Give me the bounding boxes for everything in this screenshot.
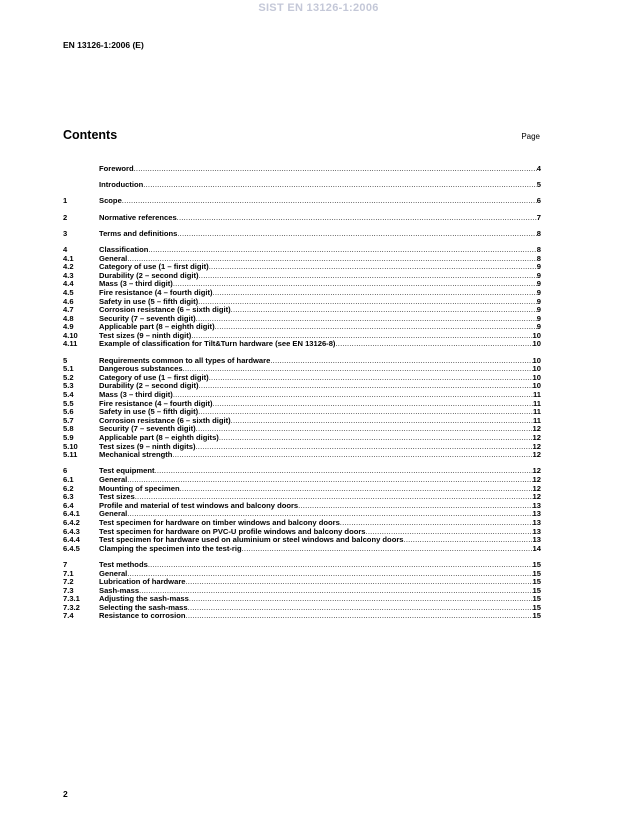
toc-entry-page: 13 <box>532 517 541 527</box>
toc-entry-page: 8 <box>536 228 541 238</box>
toc-leader-dots <box>186 612 533 621</box>
toc-leader-dots <box>195 443 532 452</box>
toc-entry[interactable] <box>63 545 541 554</box>
toc-entry-title: Example of classification for Tilt&Turn hardware (see EN 13126-8) <box>99 339 336 349</box>
page-column-label: Page <box>521 132 540 141</box>
standard-id: EN 13126-1:2006 (E) <box>63 40 144 50</box>
toc-entry-page: 10 <box>532 381 541 391</box>
toc-entry-title: Category of use (1 – first digit) <box>99 372 209 382</box>
toc-entry-number: 6.2 <box>63 483 74 493</box>
toc-entry[interactable] <box>63 181 541 190</box>
toc-entry-number: 5.8 <box>63 424 74 434</box>
toc-entry-title: Durability (2 – second digit) <box>99 270 199 280</box>
toc-entry-page: 15 <box>532 568 541 578</box>
toc-leader-dots <box>155 467 533 476</box>
toc-entry-title: Test sizes <box>99 492 135 502</box>
toc-entry-number: 7.2 <box>63 577 74 587</box>
toc-entry-page: 9 <box>536 270 541 280</box>
toc-entry-number: 5.3 <box>63 381 74 391</box>
toc-entry-title: Test sizes (9 – ninth digits) <box>99 441 196 451</box>
toc-entry-number: 6 <box>63 466 68 476</box>
toc-entry-page: 8 <box>536 253 541 263</box>
toc-entry-title: Safety in use (5 – fifth digit) <box>99 407 199 417</box>
toc-entry-page: 5 <box>536 180 541 190</box>
toc-leader-dots <box>198 298 537 307</box>
toc-leader-dots <box>215 323 537 332</box>
toc-entry[interactable] <box>63 214 541 223</box>
toc-entry-number: 4 <box>63 244 68 254</box>
toc-leader-dots <box>143 181 536 190</box>
toc-entry-page: 11 <box>532 398 541 408</box>
toc-entry-page: 9 <box>536 287 541 297</box>
toc-entry-page: 13 <box>532 535 541 545</box>
toc-entry-page: 12 <box>532 466 541 476</box>
toc-entry-title: Test specimen for hardware used on aluminium or steel windows and balcony doors <box>99 535 404 545</box>
toc-entry[interactable] <box>63 230 541 239</box>
toc-entry-page: 12 <box>532 441 541 451</box>
toc-leader-dots <box>231 306 537 315</box>
page-number: 2 <box>63 789 68 799</box>
toc-entry[interactable] <box>63 340 541 349</box>
toc-entry-page: 10 <box>532 372 541 382</box>
toc-leader-dots <box>209 374 533 383</box>
toc-entry-title: Fire resistance (4 – fourth digit) <box>99 287 213 297</box>
toc-entry-title: Test specimen for hardware on PVC-U profile windows and balcony doors <box>99 526 366 536</box>
toc-entry-title: General <box>99 474 128 484</box>
toc-entry[interactable] <box>63 502 541 511</box>
toc-entry-page: 10 <box>532 364 541 374</box>
toc-leader-dots <box>189 595 533 604</box>
toc-leader-dots <box>404 536 533 545</box>
toc-leader-dots <box>242 545 533 554</box>
toc-leader-dots <box>219 434 533 443</box>
toc-entry-page: 9 <box>536 322 541 332</box>
toc-entry-page: 9 <box>536 296 541 306</box>
toc-entry-page: 12 <box>532 492 541 502</box>
toc-leader-dots <box>177 230 536 239</box>
toc-leader-dots <box>213 400 533 409</box>
toc-leader-dots <box>270 357 532 366</box>
toc-entry-page: 15 <box>532 577 541 587</box>
toc-entry-page: 11 <box>532 390 541 400</box>
toc-entry-title: Profile and material of test windows and balcony doors <box>99 500 299 510</box>
toc-entry-number: 2 <box>63 212 68 222</box>
toc-entry-page: 14 <box>532 543 541 553</box>
toc-entry-title: Security (7 – seventh digit) <box>99 313 196 323</box>
toc-leader-dots <box>172 451 532 460</box>
toc-entry-title: Clamping the specimen into the test-rig <box>99 543 242 553</box>
contents-heading: Contents <box>63 128 118 142</box>
toc-entry-page: 10 <box>532 355 541 365</box>
toc-entry-number: 4.1 <box>63 253 74 263</box>
toc-entry-number: 3 <box>63 228 68 238</box>
toc-leader-dots <box>340 519 533 528</box>
toc-entry[interactable] <box>63 561 541 570</box>
toc-entry-page: 8 <box>536 244 541 254</box>
toc-entry-title: Safety in use (5 – fifth digit) <box>99 296 199 306</box>
toc-leader-dots <box>199 382 533 391</box>
toc-entry-page: 12 <box>532 450 541 460</box>
toc-entry-number: 6.1 <box>63 474 74 484</box>
toc-entry-title: Lubrication of hardware <box>99 577 186 587</box>
toc-entry-number: 4.10 <box>63 330 78 340</box>
toc-entry-title: Adjusting the sash-mass <box>99 594 189 604</box>
toc-entry-title: Security (7 – seventh digit) <box>99 424 196 434</box>
toc-entry-page: 10 <box>532 330 541 340</box>
toc-entry-number: 5.9 <box>63 433 74 442</box>
table-of-contents <box>63 165 541 621</box>
toc-entry-page: 9 <box>536 313 541 323</box>
toc-entry-title: Category of use (1 – first digit) <box>99 262 209 272</box>
toc-leader-dots <box>186 578 533 587</box>
toc-entry-title: Sash-mass <box>99 585 140 595</box>
toc-entry-title: Corrosion resistance (6 – sixth digit) <box>99 305 231 315</box>
toc-entry[interactable] <box>63 612 541 621</box>
toc-leader-dots <box>298 502 532 511</box>
toc-entry-page: 13 <box>532 526 541 536</box>
toc-leader-dots <box>177 214 537 223</box>
toc-leader-dots <box>134 165 537 174</box>
watermark: SIST EN 13126-1:2006 <box>258 2 379 14</box>
toc-entry-number: 5 <box>63 355 68 365</box>
toc-entry-title: Test methods <box>99 559 148 569</box>
toc-entry[interactable] <box>63 467 541 476</box>
toc-entry-number: 1 <box>63 196 68 206</box>
toc-entry-page: 9 <box>536 262 541 272</box>
toc-entry-title: Test equipment <box>99 466 155 476</box>
toc-entry-number: 7.1 <box>63 568 74 578</box>
toc-leader-dots <box>139 587 532 596</box>
toc-entry-number: 4.11 <box>63 339 78 349</box>
toc-leader-dots <box>196 315 537 324</box>
toc-entry-title: Dangerous substances <box>99 364 183 374</box>
toc-entry-title: Terms and definitions <box>99 228 178 238</box>
toc-entry-page: 12 <box>532 433 541 442</box>
toc-entry-number: 6.4.2 <box>63 517 80 527</box>
toc-entry-page: 12 <box>532 424 541 434</box>
toc-entry-title: Selecting the sash-mass <box>99 602 188 612</box>
toc-entry[interactable] <box>63 451 541 460</box>
toc-entry-page: 6 <box>536 196 541 206</box>
toc-leader-dots <box>148 246 536 255</box>
toc-entry-title: General <box>99 253 128 263</box>
toc-entry-title: Scope <box>99 196 122 206</box>
toc-entry-page: 7 <box>536 212 541 222</box>
toc-entry-title: Requirements common to all types of hardware <box>99 355 271 365</box>
toc-leader-dots <box>148 561 533 570</box>
toc-entry-title: Test sizes (9 – ninth digit) <box>99 330 192 340</box>
toc-entry-page: 13 <box>532 500 541 510</box>
toc-entry-number: 7.4 <box>63 611 74 621</box>
toc-leader-dots <box>122 197 537 206</box>
toc-entry-page: 13 <box>532 509 541 519</box>
toc-entry-title: Applicable part (8 – eighth digits) <box>99 433 219 442</box>
toc-entry-number: 4.5 <box>63 287 74 297</box>
toc-entry[interactable] <box>63 197 541 206</box>
toc-entry[interactable] <box>63 165 541 174</box>
toc-leader-dots <box>183 365 533 374</box>
toc-entry-number: 4.8 <box>63 313 74 323</box>
toc-entry-title: Fire resistance (4 – fourth digit) <box>99 398 213 408</box>
toc-leader-dots <box>173 280 537 289</box>
toc-entry[interactable] <box>63 246 541 255</box>
toc-entry-number: 4.9 <box>63 322 74 332</box>
toc-entry-page: 15 <box>532 611 541 621</box>
toc-entry-page: 11 <box>532 415 541 425</box>
toc-entry-number: 4.6 <box>63 296 74 306</box>
toc-entry-number: 7.3 <box>63 585 74 595</box>
toc-entry-page: 15 <box>532 559 541 569</box>
toc-entry-page: 11 <box>532 407 541 417</box>
toc-leader-dots <box>127 570 532 579</box>
toc-entry-number: 5.1 <box>63 364 74 374</box>
toc-entry-title: Classification <box>99 244 149 254</box>
toc-entry-number: 4.3 <box>63 270 74 280</box>
toc-entry-title: Durability (2 – second digit) <box>99 381 199 391</box>
toc-leader-dots <box>209 263 537 272</box>
toc-entry-page: 12 <box>532 474 541 484</box>
toc-leader-dots <box>196 425 533 434</box>
toc-leader-dots <box>127 476 532 485</box>
toc-entry-title: Test specimen for hardware on timber windows and balcony doors <box>99 517 340 527</box>
toc-entry-title: Normative references <box>99 212 177 222</box>
toc-entry-number: 5.6 <box>63 407 74 417</box>
toc-entry-title: Mass (3 – third digit) <box>99 390 173 400</box>
toc-entry-number: 6.4 <box>63 500 74 510</box>
toc-entry-number: 4.4 <box>63 279 74 289</box>
toc-entry-number: 5.7 <box>63 415 74 425</box>
toc-entry-number: 5.10 <box>63 441 78 451</box>
toc-entry-title: Applicable part (8 – eighth digit) <box>99 322 215 332</box>
toc-leader-dots <box>173 391 533 400</box>
toc-entry-page: 9 <box>536 305 541 315</box>
toc-entry-number: 4.7 <box>63 305 74 315</box>
toc-leader-dots <box>180 485 533 494</box>
toc-entry-title: Foreword <box>99 164 134 173</box>
toc-entry-number: 6.3 <box>63 492 74 502</box>
toc-entry-title: General <box>99 509 128 519</box>
toc-entry-number: 5.5 <box>63 398 74 408</box>
toc-entry-number: 6.4.3 <box>63 526 80 536</box>
toc-entry-page: 4 <box>536 164 541 173</box>
toc-entry-number: 6.4.5 <box>63 543 80 553</box>
toc-entry-page: 12 <box>532 483 541 493</box>
toc-entry-title: General <box>99 568 128 578</box>
toc-leader-dots <box>198 408 533 417</box>
toc-entry-title: Mass (3 – third digit) <box>99 279 173 289</box>
toc-leader-dots <box>199 272 537 281</box>
toc-entry-number: 4.2 <box>63 262 74 272</box>
toc-entry-title: Introduction <box>99 180 144 190</box>
toc-entry-page: 15 <box>532 602 541 612</box>
toc-entry-title: Mounting of specimen <box>99 483 180 493</box>
toc-leader-dots <box>335 340 532 349</box>
toc-leader-dots <box>231 417 533 426</box>
toc-entry-page: 15 <box>532 585 541 595</box>
toc-entry-page: 15 <box>532 594 541 604</box>
toc-entry-page: 10 <box>532 339 541 349</box>
toc-entry-page: 9 <box>536 279 541 289</box>
toc-entry-number: 7.3.2 <box>63 602 80 612</box>
toc-entry-number: 5.2 <box>63 372 74 382</box>
toc-entry-number: 5.4 <box>63 390 74 400</box>
toc-leader-dots <box>188 604 533 613</box>
toc-leader-dots <box>213 289 537 298</box>
toc-entry-number: 7 <box>63 559 68 569</box>
toc-entry-number: 7.3.1 <box>63 594 80 604</box>
toc-entry-title: Resistance to corrosion <box>99 611 186 621</box>
toc-entry-number: 6.4.1 <box>63 509 80 519</box>
toc-entry-number: 6.4.4 <box>63 535 80 545</box>
toc-entry-number: 5.11 <box>63 450 78 460</box>
toc-entry-title: Corrosion resistance (6 – sixth digit) <box>99 415 231 425</box>
toc-entry-title: Mechanical strength <box>99 450 173 460</box>
